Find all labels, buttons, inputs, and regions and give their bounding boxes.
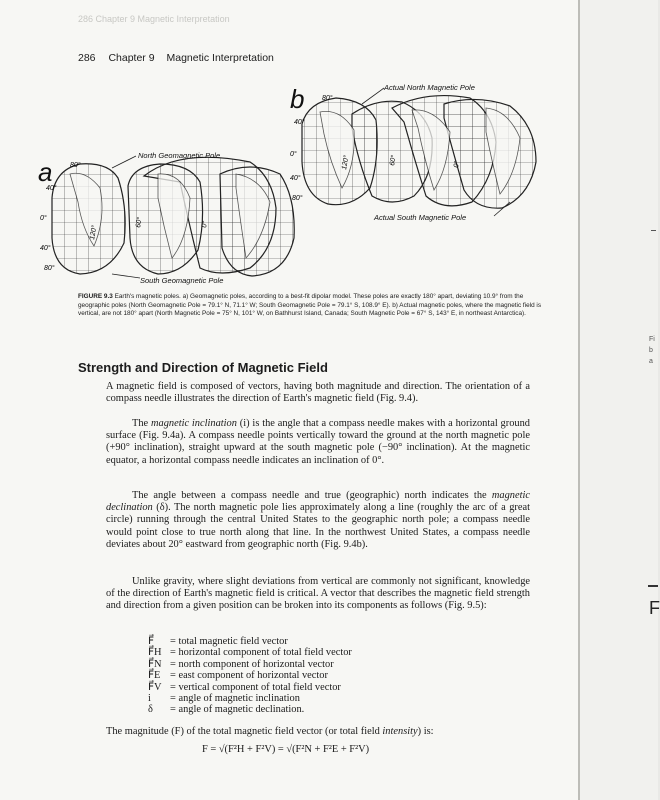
- definition-row: [148, 647, 352, 658]
- definition-text: = east component of horizontal vector: [170, 670, 328, 682]
- section-heading: Strength and Direction of Magnetic Field: [78, 360, 328, 375]
- facing-page: [580, 0, 658, 800]
- a-lat-40: 40°: [46, 185, 57, 192]
- facing-page-big-letter: F: [649, 598, 660, 618]
- definition-symbol: δ: [148, 704, 153, 716]
- a-lon-120: 120°: [89, 224, 99, 241]
- bleed-through-text: 286 Chapter 9 Magnetic Interpretation: [78, 14, 230, 24]
- magnitude-formula: F = √(F²H + F²V) = √(F²N + F²E + F²V): [202, 744, 370, 755]
- chapter-title: Magnetic Interpretation: [166, 52, 274, 64]
- map-a: [38, 151, 294, 285]
- a-north-label: North Geomagnetic Pole: [138, 151, 221, 160]
- definition-text: = angle of magnetic inclination: [170, 693, 300, 705]
- facing-page-letters: [649, 334, 655, 367]
- definition-symbol: F⃗: [148, 636, 154, 647]
- a-lat-80: 80°: [70, 162, 81, 169]
- figure-caption: [78, 293, 548, 319]
- definition-row: [148, 682, 352, 693]
- facing-page-mark: [651, 230, 656, 231]
- magnitude-post: ) is:: [417, 726, 434, 737]
- panel-a-label: a: [38, 157, 53, 187]
- facing-page-rule: [648, 585, 658, 587]
- definition-row: [148, 659, 352, 670]
- definition-text: = north component of horizontal vector: [170, 658, 334, 670]
- paragraph-1: A magnetic field is composed of vectors, having both magnitude and direction. The orientation of a compass needle illustrates the direction of Earth's magnetic field (Fig. 9.4).: [106, 381, 530, 405]
- paragraph-2-post: (i) is the angle that a compass needle makes with a horizontal ground surface (Fig. 9.4a). A compass needle points vertically toward the ground at the north magnetic pole (+90° inclination), straight upward at the south magnetic pole (−90° inclination). At the magnetic equator, a horizontal compass needle indicates an inclination of 0°.: [106, 418, 530, 466]
- definition-symbol: i: [148, 693, 151, 705]
- definition-symbol: F⃗V: [148, 681, 162, 693]
- caption-text: Earth's magnetic poles. a) Geomagnetic poles, according to a best-fit dipolar model. These poles are exactly 180° apart, deviating 10.9° from the geographic poles (North Geomagnetic Pole = 79.1° N, 71.1° W; South Geomagnetic Pole = 79.1° S, 108.9° E). b) Actual magnetic poles, where the magnetic field is vertical, are not 180° apart (North Magnetic Pole = 75° N, 101° W, on Bathhurst Island, Canada; South Magnetic Pole = 67° S, 143° E, in northeast Antarctica).: [78, 293, 542, 318]
- paragraph-3-pre: The angle between a compass needle and true (geographic) north indicates the: [132, 490, 492, 501]
- running-header: [78, 52, 274, 64]
- definition-row: [148, 636, 352, 647]
- definition-list: [148, 636, 352, 716]
- panel-b-label: b: [290, 84, 305, 114]
- b-south-label: Actual South Magnetic Pole: [374, 213, 467, 222]
- term-intensity: intensity: [382, 726, 418, 737]
- b-lon-0: 0°: [453, 160, 462, 169]
- b-lat-40: 40°: [294, 119, 305, 126]
- definition-symbol: F⃗E: [148, 670, 161, 682]
- a-lat-neg40: 40°: [40, 245, 51, 252]
- definition-text: = horizontal component of total field vector: [170, 647, 352, 659]
- definition-symbol: F⃗N: [148, 658, 162, 670]
- a-lon-60: 60°: [135, 216, 144, 229]
- figure-9-3: [40, 78, 560, 290]
- paragraph-3-post: (δ). The north magnetic pole lies approximately along a line (roughly the arc of a great circle) running through the central United States to the geographic north pole; a compass needle would point close to true north along that line. In the northwest United States, a compass needle deviates about 20° eastward from geographic north (Fig. 9.4b).: [106, 502, 530, 550]
- a-south-label: South Geomagnetic Pole: [140, 276, 224, 285]
- definition-text: = vertical component of total field vector: [170, 681, 341, 693]
- definition-symbol: F⃗H: [148, 647, 162, 659]
- b-lat-80: 80°: [322, 95, 333, 102]
- a-lat-neg80: 80°: [44, 265, 55, 272]
- term-inclination: magnetic inclination: [151, 418, 237, 429]
- map-b: [290, 83, 536, 222]
- magnitude-sentence: [106, 726, 434, 737]
- definition-row: [148, 704, 352, 715]
- leader-a-bottom: [112, 274, 140, 278]
- b-lon-60: 60°: [389, 154, 398, 167]
- b-lat-0: 0°: [290, 151, 297, 158]
- paragraph-2: [106, 418, 530, 467]
- term-declination: magnetic declination: [106, 490, 530, 514]
- b-lat-neg80: 80°: [292, 195, 303, 202]
- facing-letter: Fi: [649, 336, 655, 343]
- facing-letter: a: [649, 358, 653, 365]
- page-number: 286: [78, 52, 96, 64]
- paragraph-3: [106, 490, 530, 551]
- b-lat-neg40: 40°: [290, 175, 301, 182]
- paragraph-2-pre: The: [132, 418, 151, 429]
- b-lon-120: 120°: [341, 154, 351, 171]
- facing-letter: b: [649, 347, 653, 354]
- a-lon-0: 0°: [201, 220, 210, 229]
- b-north-label: Actual North Magnetic Pole: [384, 83, 475, 92]
- definition-row: [148, 693, 352, 704]
- definition-row: [148, 670, 352, 681]
- paragraph-4: Unlike gravity, where slight deviations from vertical are commonly not significant, knowledge of the direction of Earth's magnetic field is critical. A vector that describes the magnetic field strength and direction from a given position can be broken into its components as follows (Fig. 9.5):: [106, 576, 530, 612]
- a-lat-0: 0°: [40, 215, 47, 222]
- caption-label: FIGURE 9.3: [78, 293, 113, 300]
- leader-a-top: [112, 156, 136, 168]
- chapter-label: Chapter 9: [108, 52, 155, 64]
- definition-text: = angle of magnetic declination.: [170, 704, 305, 716]
- magnitude-pre: The magnitude (F) of the total magnetic field vector (or total field: [106, 726, 383, 737]
- definition-text: = total magnetic field vector: [170, 636, 288, 647]
